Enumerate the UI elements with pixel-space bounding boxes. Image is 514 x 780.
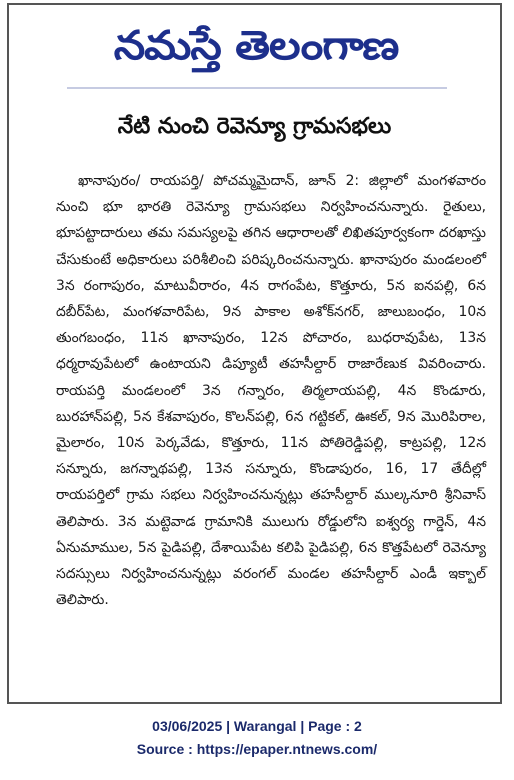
clipping-source-link[interactable]: Source : https://epaper.ntnews.com/ bbox=[136, 741, 378, 757]
masthead-divider bbox=[67, 87, 447, 89]
newspaper-clipping bbox=[7, 3, 502, 704]
clipping-date-edition-page: 03/06/2025 | Warangal | Page : 2 bbox=[152, 718, 362, 734]
article-body: ఖానాపురం/ రాయపర్తి/ పోచమ్మమైదాన్, జూన్ 2: జిల్లాలో మంగళవారం నుంచి భూ భారతి రెవెన్యూ గ్రామసభలు నిర్వహించనున్నారు. రైతులు, భూపట్టాదారులు తమ సమస్యలపై తగిన ఆధారాలతో లిఖితపూర్వకంగా దరఖాస్తు చేసుకుంటే అధికారులు పరిశీలించి పరిష్కరించనున్నారు. ఖానాపురం మండలంలో 3న రంగాపురం, మాటువీరారం, 4న రాగంపేట, కొత్తూరు, 5న ఐనపల్లి, 6న దబీర్‌పేట, మంగళవారిపేట, 9న పాకాల అశోక్‌నగర్, జాలుబంధం, 10న తుంగబంధం, 11న ఖానాపురం, 12న పోచారం, బుధరావుపేట, 13న ధర్మరావుపేటలో ఉంటాయని డిప్యూటీ తహసీల్దార్ రాజారేణుక వివరించారు. రాయపర్తి మండలంలో 3న గన్నారం, తిర్మలాయపల్లి, 4న కొండూరు, బురహాన్‌పల్లి, 5న కేశవాపురం, కొలన్‌పల్లి, 6న గట్టికల్, ఊకల్, 9న మొరిపిరాల, మైలారం, 10న పెర్కవేడు, కొత్తూరు, 11న పోతిరెడ్డిపల్లి, కాట్రపల్లి, 12న సన్నూరు, జగన్నాథపల్లి, 13న సన్నూరు, కొండాపురం, 16, 17 తేదీల్లో రాయపర్తిలో గ్రామ సభలు నిర్వహించనున్నట్లు తహసీల్దార్ ముల్కనూరి శ్రీనివాస్ తెలిపారు. 3న మట్టెవాడ గ్రామానికి ములుగు రోడ్డులోని ఐశ్వర్య గార్డెన్, 4న ఏనుమాముల, 5న పైడిపల్లి, దేశాయిపేట కలిపి పైడిపల్లి, 6న కొత్తపేటలో రెవెన్యూ సదస్సులు నిర్వహించనున్నట్లు వరంగల్ మండల తహసీల్దార్ ఎండీ ఇక్బాల్ తెలిపారు. bbox=[56, 173, 486, 609]
newspaper-masthead: నమస్తే తెలంగాణ bbox=[113, 22, 399, 69]
article-headline: నేటి నుంచి రెవెన్యూ గ్రామసభలు bbox=[117, 114, 392, 139]
